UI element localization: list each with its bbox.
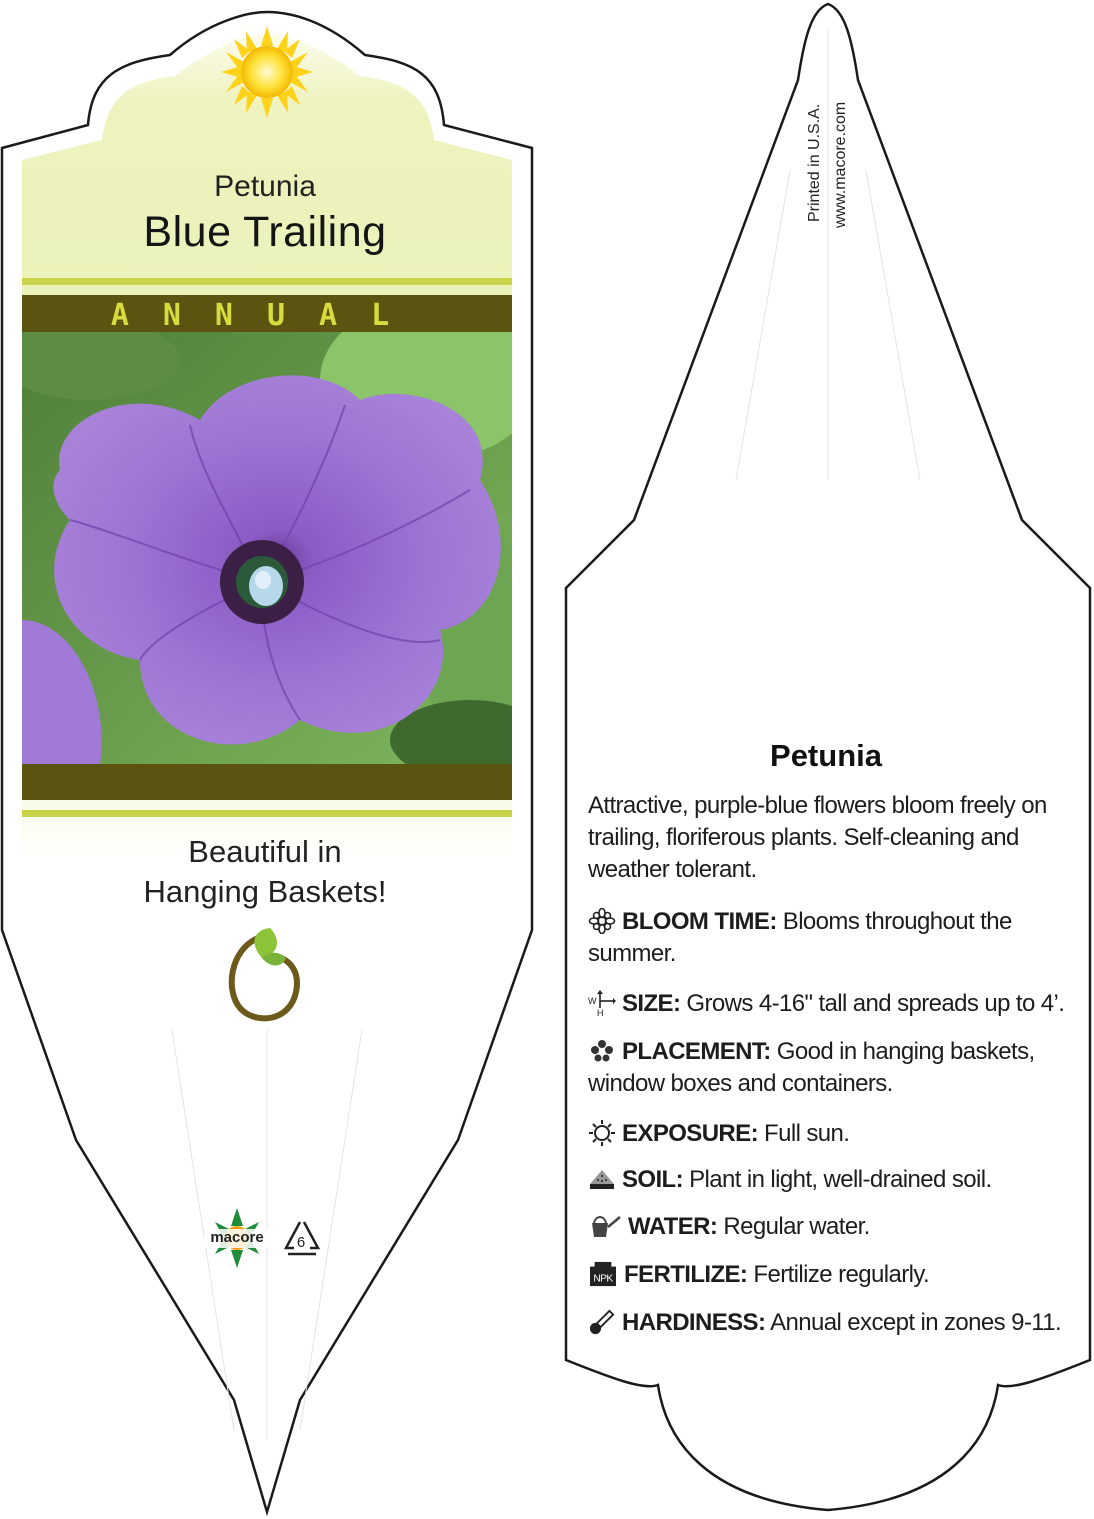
- size-icon-w: W: [588, 996, 596, 1006]
- care-text: Grows 4-16" tall and spreads up to 4’.: [686, 990, 1065, 1017]
- petunia-photo: [0, 300, 550, 780]
- size-icon-h: H: [597, 1008, 603, 1016]
- thermometer-icon: [588, 1309, 616, 1335]
- fertilizer-icon-label: NPK: [593, 1273, 613, 1285]
- care-label: HARDINESS:: [622, 1309, 766, 1336]
- tagline: [60, 832, 470, 912]
- care-text: Plant in light, well-drained soil.: [689, 1166, 992, 1193]
- tagline-line-1: Beautiful in: [188, 834, 342, 869]
- care-soil: [588, 1164, 1068, 1196]
- watering-can-icon: [588, 1213, 622, 1239]
- tagline-line-2: Hanging Baskets!: [143, 874, 387, 909]
- website: www.macore.com: [832, 101, 849, 228]
- care-text: Fertilize regularly.: [753, 1261, 930, 1288]
- care-size: [588, 988, 1068, 1020]
- brand-name: macore: [210, 1229, 264, 1246]
- care-text: Blooms throughout the summer.: [588, 908, 1012, 967]
- care-label: FERTILIZE:: [624, 1261, 748, 1288]
- category-banner: ANNUAL: [110, 298, 424, 333]
- care-label: EXPOSURE:: [622, 1120, 758, 1147]
- care-label: BLOOM TIME:: [622, 908, 777, 935]
- care-water: [588, 1211, 1068, 1243]
- care-placement: [588, 1036, 1068, 1100]
- care-label: SIZE:: [622, 990, 681, 1017]
- care-fertilize: [588, 1259, 1068, 1291]
- plants-icon: [588, 1038, 616, 1064]
- fertilizer-icon: [588, 1261, 618, 1287]
- variety-name: Blue Trailing: [143, 208, 387, 256]
- recycle-code: 6: [296, 1234, 306, 1251]
- care-text: Regular water.: [723, 1213, 870, 1240]
- care-label: WATER:: [628, 1213, 718, 1240]
- sun-graphic: [221, 26, 313, 118]
- size-icon: [588, 990, 616, 1016]
- genus-name: Petunia: [214, 170, 316, 203]
- printed-in-usa: Printed in U.S.A.: [806, 103, 823, 222]
- care-exposure: [588, 1118, 1068, 1150]
- care-text: Full sun.: [764, 1120, 850, 1147]
- sun-icon: [588, 1120, 616, 1146]
- care-label: PLACEMENT:: [622, 1038, 771, 1065]
- flower-icon: [588, 908, 616, 934]
- care-text: Annual except in zones 9-11.: [770, 1309, 1062, 1336]
- description: Attractive, purple-blue flowers bloom freely on trailing, floriferous plants. Self-cleaning and weather tolerant.: [588, 792, 1047, 883]
- back-title: Petunia: [770, 738, 882, 773]
- care-label: SOIL:: [622, 1166, 683, 1193]
- soil-icon: [588, 1166, 616, 1192]
- care-text: Good in hanging baskets, window boxes and containers.: [588, 1038, 1035, 1097]
- care-bloom-time: [588, 906, 1068, 970]
- care-hardiness: [588, 1307, 1068, 1339]
